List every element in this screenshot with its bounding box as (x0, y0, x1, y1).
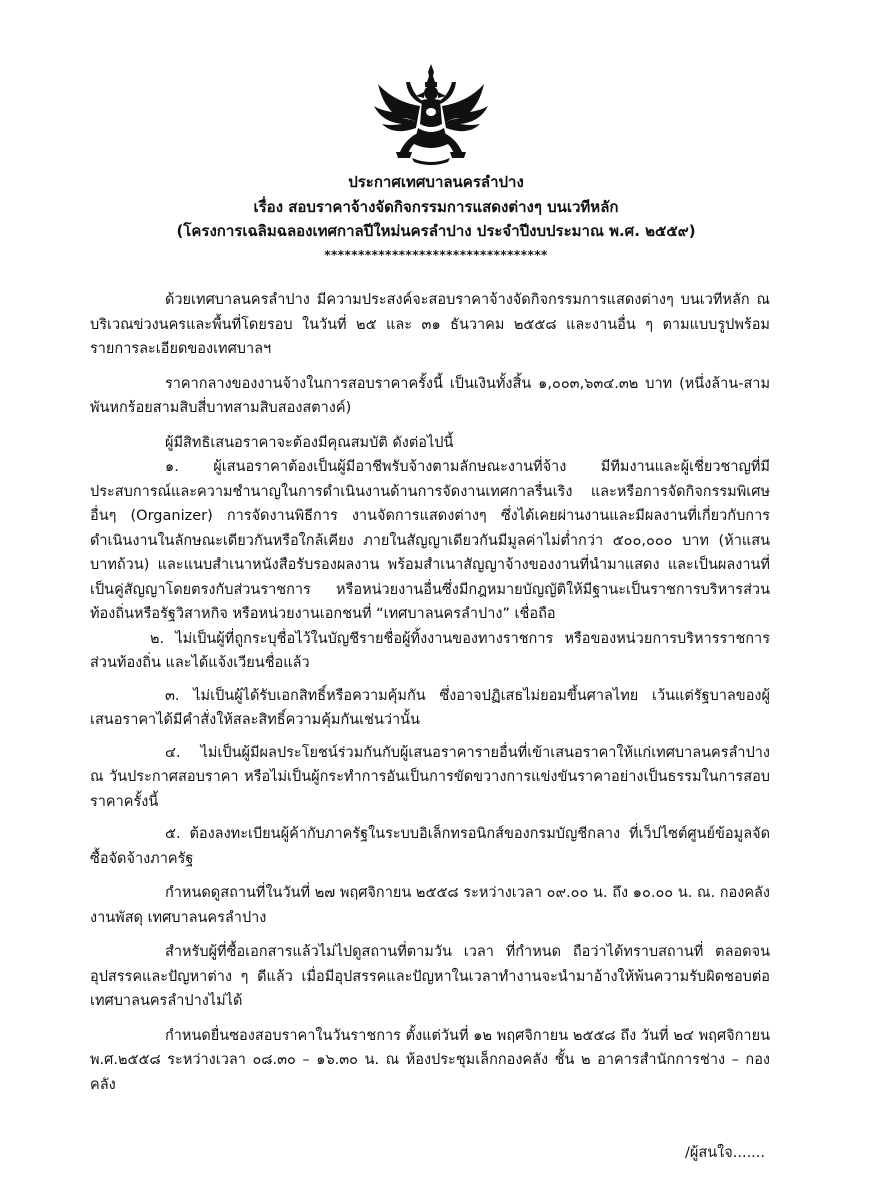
intro-paragraph: ด้วยเทศบาลนครลำปาง มีความประสงค์จะสอบราคาจ้างจัดกิจกรรมการแสดงต่างๆ บนเวทีหลัก ณ บริเวณข่วงนครและพื้นที่โดยรอบ ในวันที่ ๒๕ และ ๓๑ ธันวาคม ๒๕๕๘ และงานอื่น ๆ ตามแบบรูปพร้อมรายการละเอียดของเทศบาลฯ (90, 292, 770, 357)
qualification-item-1: ๑. ผู้เสนอราคาต้องเป็นผู้มีอาชีพรับจ้างตามลักษณะงานที่จ้าง มีทีมงานและผู้เชี่ยวชาญที่มีประสบการณ์และความชำนาญในการดำเนินงานด้านการจัดงานเทศกาลรื่นเริง และหรือการจัดกิจกรรมพิเศษอื่นๆ (Organizer) การจัดงานพิธีการ งานจัดการแสดงต่างๆ ซึ่งได้เคยผ่านงานและมีผลงานที่เกี่ยวกับการดำเนินงานในลักษณะเดียวกันหรือใกล้เคียง ภายในสัญญาเดียวกันมีมูลค่าไม่ต่ำกว่า ๕๐๐,๐๐๐ บาท (ห้าแสนบาทถ้วน) และแนบสำเนาหนังสือรับรองผลงาน พร้อมสำเนาสัญญาจ้างของงานที่นำมาแสดง และเป็นผลงานที่เป็นคู่สัญญาโดยตรงกับส่วนราชการ หรือหน่วยงานอื่นซึ่งมีกฎหมายบัญญัติให้มีฐานะเป็นราชการบริหารส่วนท้องถิ่นหรือรัฐวิสาหกิจ หรือหน่วยงานเอกชนที่ “เทศบาลนครลำปาง” เชื่อถือ (90, 459, 770, 622)
absence-note-paragraph: สำหรับผู้ที่ซื้อเอกสารแล้วไม่ไปดูสถานที่ตามวัน เวลา ที่กำหนด ถือว่าได้ทราบสถานที่ ตลอดจนอุปสรรคและปัญหาต่าง ๆ ดีแล้ว เมื่อมีอุปสรรคและปัญหาในเวลาทำงานจะนำมาอ้างให้พ้นความรับผิดชอบต่อเทศบาลนครลำปางไม่ได้ (90, 944, 770, 1009)
qualification-item-4: ๔. ไม่เป็นผู้มีผลประโยชน์ร่วมกันกับผู้เสนอราคารายอื่นที่เข้าเสนอราคาให้แก่เทศบาลนครลำปาง ณ วันประกาศสอบราคา หรือไม่เป็นผู้กระทำการอันเป็นการขัดขวางการแข่งขันราคาอย่างเป็นธรรมในการสอบราคาครั้งนี้ (90, 744, 770, 810)
qualification-item-5: ๕. ต้องลงทะเบียนผู้ค้ากับภาครัฐในระบบอิเล็กทรอนิกส์ของกรมบัญชีกลาง ที่เว็ปไซต์ศูนย์ข้อมูลจัดซื้อจัดจ้างภาครัฐ (90, 826, 770, 867)
qualification-item-3: ๓. ไม่เป็นผู้ได้รับเอกสิทธิ์หรือความคุ้มกัน ซึ่งอาจปฏิเสธไม่ยอมขึ้นศาลไทย เว้นแต่รัฐบาลของผู้เสนอราคาได้มีคำสั่งให้สละสิทธิ์ความคุ้มกันเช่นว่านั้น (90, 687, 770, 728)
separator: ********************************* (324, 248, 548, 262)
announcement-title: ประกาศเทศบาลนครลำปาง (348, 173, 524, 191)
project-name: (โครงการเฉลิมฉลองเทศกาลปีใหม่นครลำปาง ประจำปีงบประมาณ พ.ศ. ๒๕๕๙) (176, 222, 696, 240)
announcement-body (90, 288, 770, 1107)
site-visit-paragraph: กำหนดดูสถานที่ในวันที่ ๒๗ พฤศจิกายน ๒๕๕๘ ระหว่างเวลา ๐๙.๐๐ น. ถึง ๑๐.๐๐ น. ณ. กองคลัง งานพัสดุ เทศบาลนครลำปาง (90, 885, 770, 926)
announcement-subject: เรื่อง สอบราคาจ้างจัดกิจกรรมการแสดงต่างๆ บนเวทีหลัก (253, 198, 619, 216)
continuation-marker: /ผู้สนใจ....... (685, 1145, 765, 1161)
submission-paragraph: กำหนดยื่นซองสอบราคาในวันราชการ ตั้งแต่วันที่ ๑๒ พฤศจิกายน ๒๕๕๘ ถึง วันที่ ๒๔ พฤศจิกายน พ.ศ.๒๕๕๘ ระหว่างเวลา ๐๘.๓๐ – ๑๖.๓๐ น. ณ ห้องประชุมเล็กกองคลัง ชั้น ๒ อาคารสำนักการช่าง – กองคลัง (90, 1027, 770, 1093)
median-price-paragraph: ราคากลางของงานจ้างในการสอบราคาครั้งนี้ เป็นเงินทั้งสิ้น ๑,๐๐๓,๖๓๔.๓๒ บาท (หนึ่งล้าน-สามพันหกร้อยสามสิบสี่บาทสามสิบสองสตางค์) (90, 375, 770, 416)
garuda-emblem-icon (372, 62, 490, 166)
qualification-item-2: ๒. ไม่เป็นผู้ที่ถูกระบุชื่อไว้ในบัญชีรายชื่อผู้ทิ้งงานของทางราชการ หรือของหน่วยการบริหารราชการส่วนท้องถิ่น และได้แจ้งเวียนชื่อแล้ว (90, 630, 770, 671)
qualification-heading: ผู้มีสิทธิเสนอราคาจะต้องมีคุณสมบัติ ดังต่อไปนี้ (165, 434, 454, 451)
